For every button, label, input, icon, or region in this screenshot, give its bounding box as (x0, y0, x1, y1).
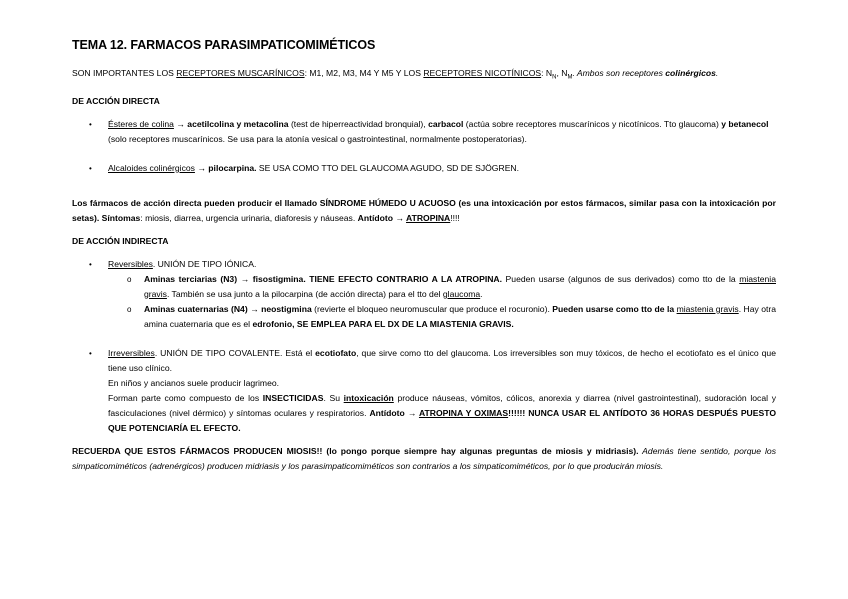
sub1-text-3: . (480, 288, 483, 299)
sub2-text-1: (revierte el bloqueo neuromuscular que produce el rocuronio). (311, 303, 553, 314)
intro-text-1: SON IMPORTANTES LOS (72, 68, 177, 78)
item1-text-2: (actúa sobre receptores muscarínicos y nicotínicos. Tto glaucoma) (463, 118, 722, 129)
irreversible-line-1 (108, 346, 776, 376)
intro-text-6: . (715, 68, 719, 78)
quaternary-amines-term: Aminas cuaternarias (N4) → neostigmina (144, 303, 312, 314)
reversible-text: . UNIÓN DE TIPO IÓNICA. (152, 258, 257, 269)
intro-paragraph (72, 66, 776, 86)
list-item-irreversible (72, 346, 776, 436)
sub1-text-1: Pueden usarse (algunos de sus derivados) como tto de la (502, 273, 740, 284)
atropine-term: ATROPINA (406, 212, 451, 223)
intoxication-term: intoxicación (343, 392, 394, 403)
intro-sub-n: N (552, 74, 557, 81)
acetylcholine-term: → acetilcolina y metacolina (173, 118, 289, 129)
symptoms-text: : miosis, diarrea, urgencia urinaria, diaforesis y náuseas. (140, 212, 358, 223)
intro-sub-m: M (567, 74, 573, 81)
list-item-reversible (72, 257, 776, 272)
echothiophate-term: ecotiofato (315, 347, 357, 358)
cholinergic-term: colinérgicos (665, 68, 716, 78)
bullet-icon: • (89, 259, 92, 269)
irr-text-3: Forman parte como compuesto de los (108, 392, 263, 403)
irr-text-2: , que sirve como tto del glaucoma. Los irreversibles son muy tóxicos, de hecho el ecotiofato es el único que tiene uso clínico. (108, 347, 776, 373)
carbachol-term: carbacol (428, 118, 464, 129)
irreversible-term: Irreversibles (108, 347, 155, 358)
direct-action-note (72, 196, 776, 226)
bullet-icon: • (89, 163, 92, 173)
edrophonium-term: edrofonio (252, 318, 293, 329)
intro-text-4: , N (556, 68, 568, 78)
sublist-item-tertiary-amines (72, 272, 776, 302)
list-item-alkaloids (72, 161, 776, 176)
sub2-text-2: Pueden usarse como tto de la (552, 303, 677, 314)
item1-text-3: (solo receptores muscarínicos. Se usa para la atonía vesical o gastrointestinal, normalmente postoperatorias). (108, 133, 527, 144)
irreversible-line-2: En niños y ancianos suele producir lagrimeo. (108, 377, 280, 388)
item2-text: SE USA COMO TTO DEL GLAUCOMA AGUDO, SD DE SJÖGREN. (256, 162, 520, 173)
intro-text-3: : N (541, 68, 553, 78)
myasthenia-term: miastenia gravis (144, 273, 776, 299)
nicotinic-receptors-term: RECEPTORES NICOTÍNICOS (423, 68, 542, 78)
alkaloids-term: Alcaloides colinérgicos (108, 162, 195, 173)
myasthenia-term-2: miastenia gravis (676, 303, 739, 314)
intro-text-2: : M1, M2, M3, M4 Y M5 Y LOS (304, 68, 424, 78)
irr-text-5: produce náuseas, vómitos, cólicos, anorexia y diarrea (nivel gastrointestinal), sudoración local y fasciculaciones (nivel dérmico) y síntomas oculares y respiratorios. (108, 392, 776, 418)
pilocarpine-term: → pilocarpina. (194, 162, 257, 173)
sub2-text-3: . Hay otra amina cuaternaria que es el (144, 303, 777, 329)
bethanechol-term: y betanecol (721, 118, 769, 129)
reminder-italic: Además tiene sentido, porque los simpaticomiméticos (adrenérgicos) producen midriasis y los parasimpaticomiméticos son contrarios a los simpaticomiméticos, por lo que producirán miosis. (72, 445, 776, 471)
sublist-item-quaternary-amines (72, 302, 776, 332)
circle-bullet-icon: o (127, 274, 132, 284)
antidote-label-2: Antídoto → (369, 407, 419, 418)
reversible-term: Reversibles (108, 258, 153, 269)
choline-esters-term: Ésteres de colina (108, 118, 174, 129)
exclamations: !!!! (450, 212, 460, 223)
bullet-icon: • (89, 348, 92, 358)
irr-text-1: . UNIÓN DE TIPO COVALENTE. Está el (154, 347, 316, 358)
wet-syndrome-text: Los fármacos de acción directa pueden producir el llamado SÍNDROME HÚMEDO U ACUOSO (es una intoxicación por estos fármacos, similar pasa con la intoxicación por setas). Síntomas (72, 197, 776, 223)
reminder-bold: RECUERDA QUE ESTOS FÁRMACOS PRODUCEN MIOSIS!! (lo pongo porque siempre hay algunas preguntas de miosis y midriasis). (72, 445, 639, 456)
document-title: TEMA 12. FARMACOS PARASIMPATICOMIMÉTICOS (72, 38, 376, 52)
reminder-paragraph (72, 444, 776, 474)
list-item-choline-esters (72, 117, 776, 147)
insecticides-term: INSECTICIDAS (262, 392, 324, 403)
item1-text-1: (test de hiperreactividad bronquial), (288, 118, 429, 129)
sub1-text-2: . También se usa junto a la pilocarpina (de acción directa) para el tto del (166, 288, 443, 299)
irreversible-line-3 (108, 391, 776, 436)
muscarinic-receptors-term: RECEPTORES MUSCARÍNICOS (176, 68, 305, 78)
indirect-action-heading: DE ACCIÓN INDIRECTA (72, 235, 169, 246)
irr-warning: !!!!!! NUNCA USAR EL ANTÍDOTO 36 HORAS DESPUÉS PUESTO QUE POTENCIARÍA EL EFECTO. (108, 407, 777, 433)
glaucoma-term: glaucoma (442, 288, 481, 299)
tertiary-amines-term: Aminas terciarias (N3) → fisostigmina. TIENE EFECTO CONTRARIO A LA ATROPINA. (144, 273, 503, 284)
bullet-icon: • (89, 119, 92, 129)
antidote-label: Antídoto → (357, 212, 407, 223)
direct-action-heading: DE ACCIÓN DIRECTA (72, 95, 160, 106)
atropine-oximes-term: ATROPINA Y OXIMAS (418, 407, 509, 418)
irr-text-4: . Su (323, 392, 344, 403)
circle-bullet-icon: o (127, 304, 132, 314)
intro-text-5: . Ambos son receptores (572, 68, 666, 78)
sub2-text-4: , SE EMPLEA PARA EL DX DE LA MIASTENIA GRAVIS. (292, 318, 514, 329)
